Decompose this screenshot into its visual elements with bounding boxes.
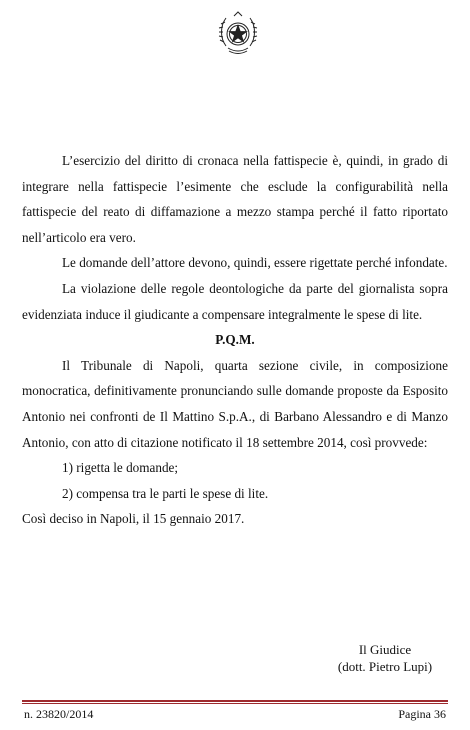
footer-divider <box>22 700 448 702</box>
closing-line: Così deciso in Napoli, il 15 gennaio 2017. <box>22 511 245 527</box>
signature-name: (dott. Pietro Lupi) <box>337 659 433 674</box>
paragraph: L’esercizio del diritto di cronaca nella fattispecie è, quindi, in grado di integrare nella fattispecie l’esimente che esclude la configurabilità nella fattispecie del reato di diffamazione a mezzo stampa perché il fatto riportato nell’articolo era vero. <box>22 153 448 245</box>
document-body <box>22 148 448 532</box>
paragraph: La violazione delle regole deontologiche da parte del giornalista sopra evidenziata induce il giudicante a compensare integralmente le spese di lite. <box>22 280 448 322</box>
ruling-item: 1) rigetta le domande; <box>62 460 179 476</box>
pqm-paragraph: Il Tribunale di Napoli, quarta sezione civile, in composizione monocratica, definitivamente pronunciando sulle domande proposte da Esposito Antonio nei confronti de Il Mattino S.p.A., di Barbano Alessandro e di Manzo Antonio, con atto di citazione notificato il 18 settembre 2014, così provvede: <box>22 357 448 450</box>
ruling-item: 2) compensa tra le parti le spese di lite. <box>62 485 269 501</box>
signature-title: Il Giudice <box>358 642 412 657</box>
italian-republic-emblem-icon <box>217 8 259 58</box>
pqm-heading: P.Q.M. <box>215 332 255 348</box>
footer-divider <box>22 703 448 704</box>
signature-block <box>330 641 440 675</box>
page-number: Pagina 36 <box>398 707 446 721</box>
paragraph: Le domande dell’attore devono, quindi, essere rigettate perché infondate. <box>62 255 448 271</box>
case-number: n. 23820/2014 <box>24 707 94 721</box>
